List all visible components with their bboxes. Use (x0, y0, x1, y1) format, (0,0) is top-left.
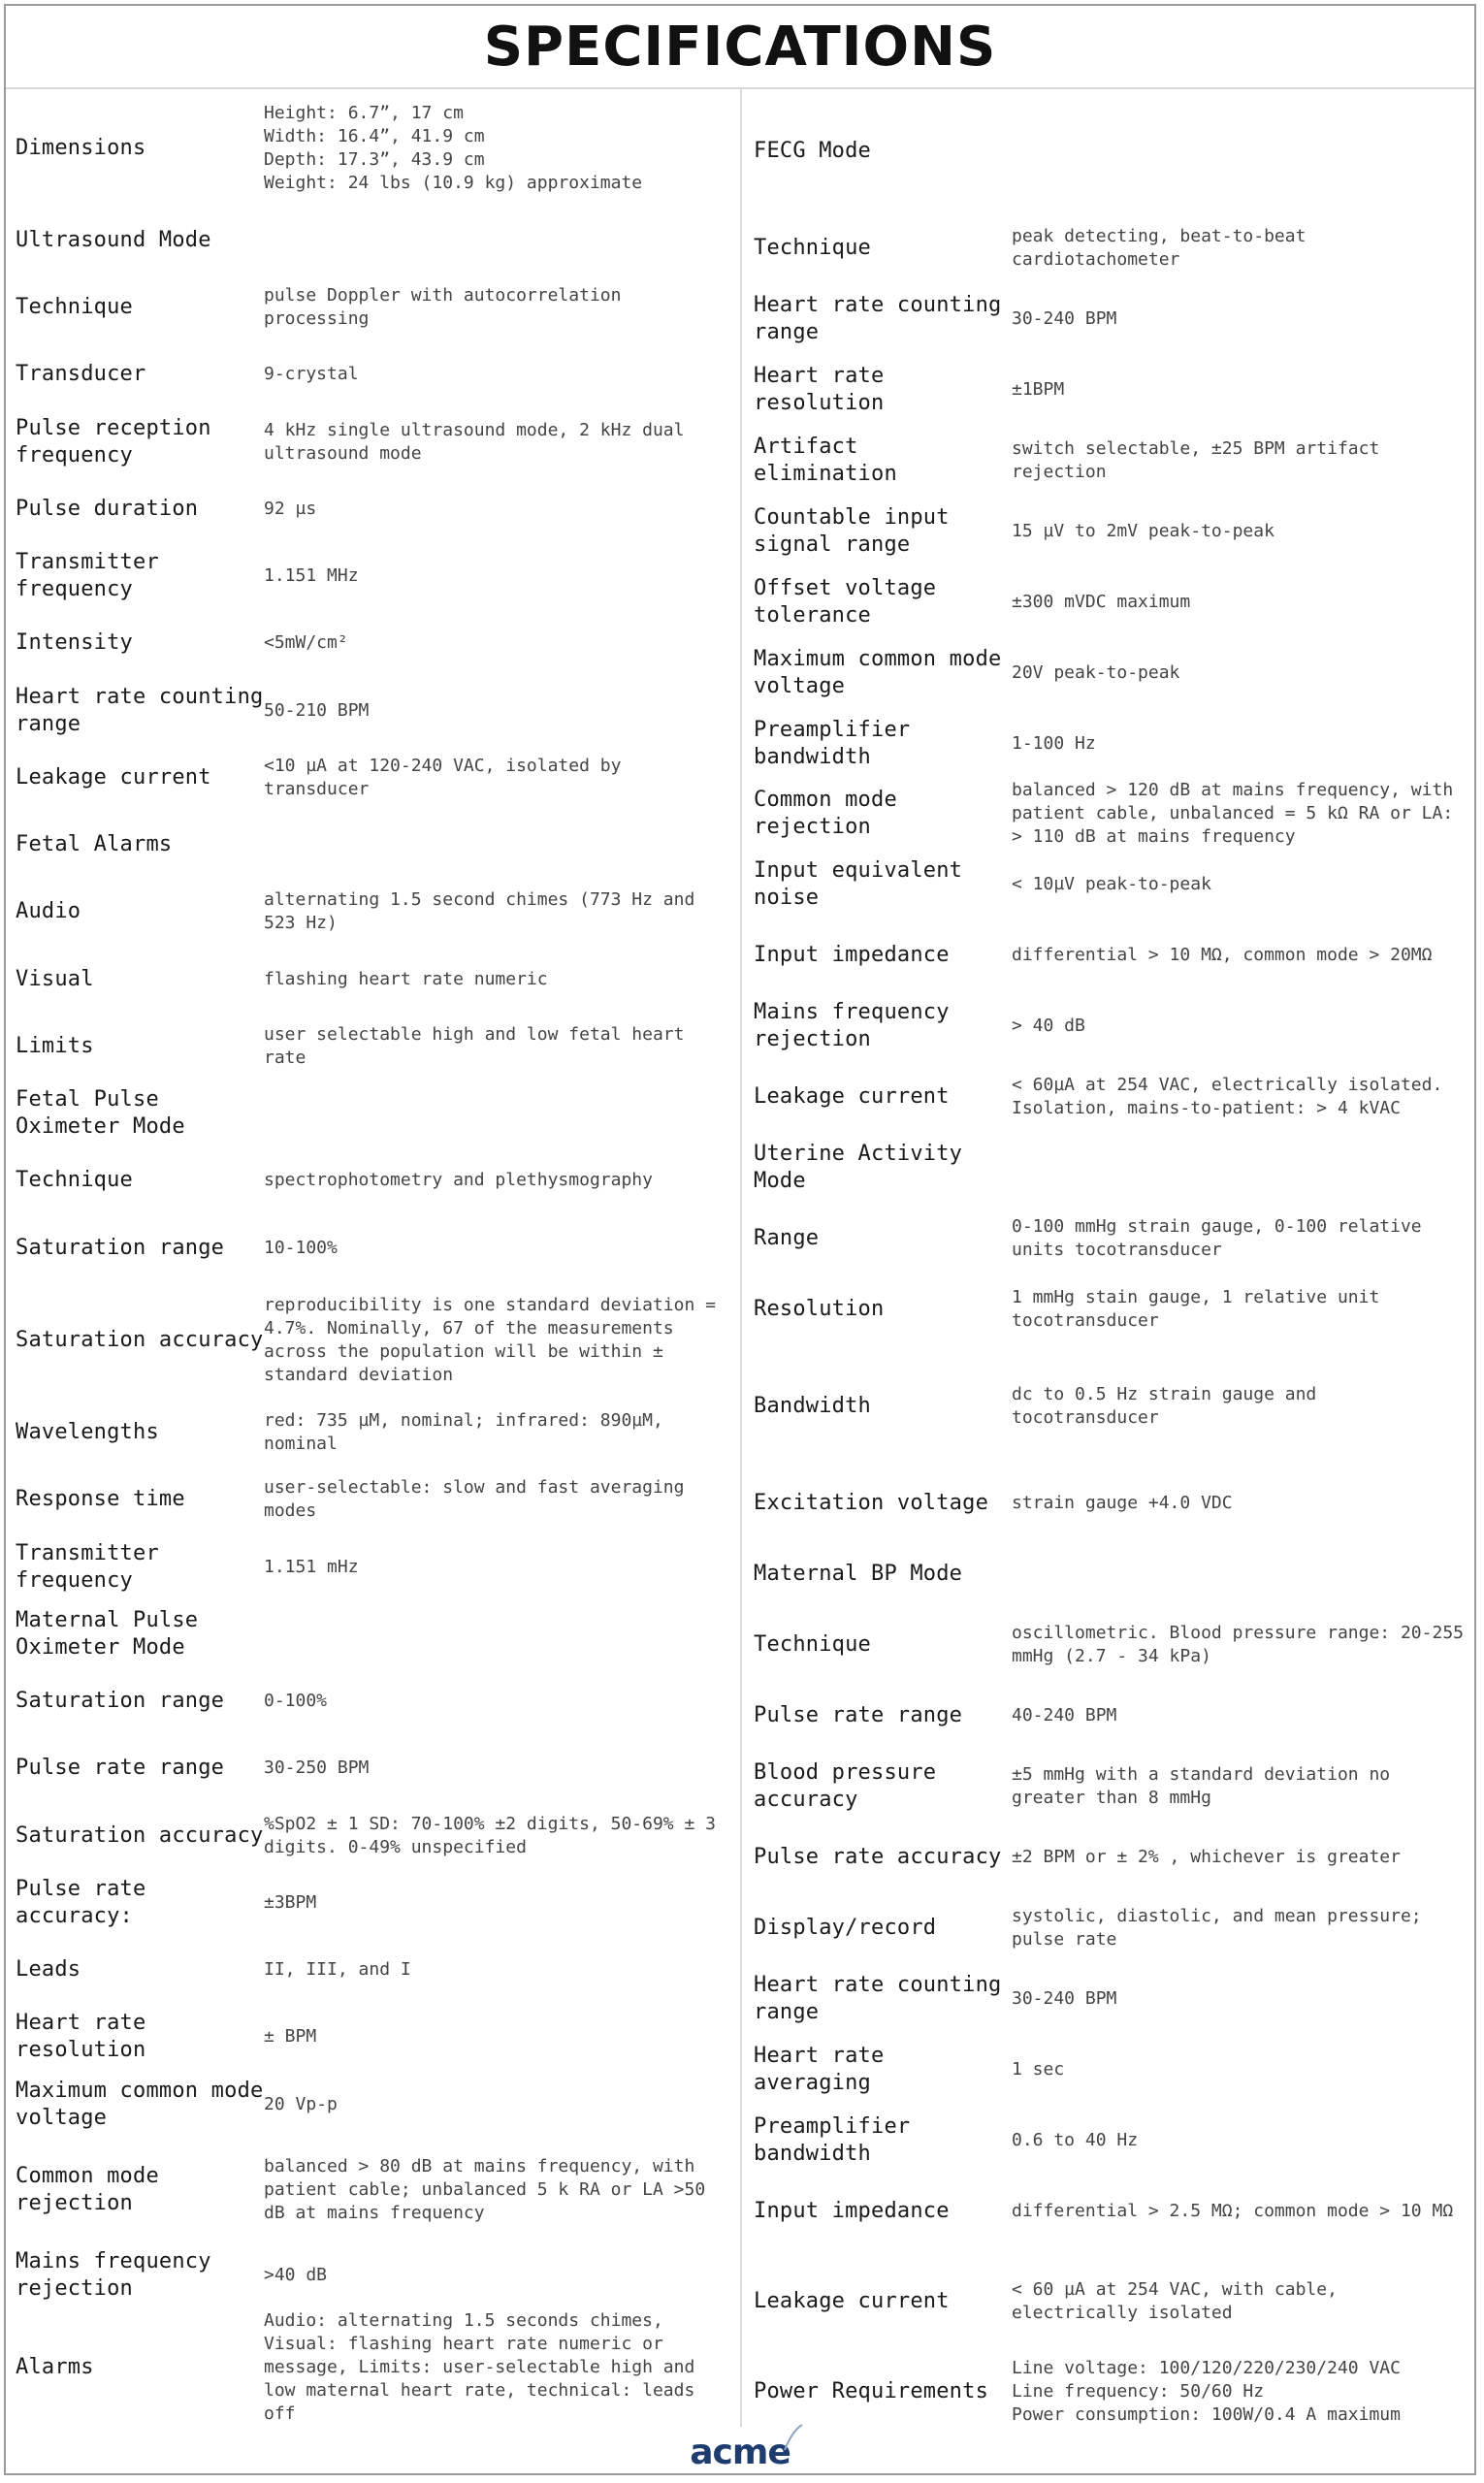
spec-row-resolution (742, 1274, 1474, 1344)
spec-label: Countable input signal range (754, 504, 950, 557)
spec-label: Mains frequency rejection (754, 1000, 950, 1052)
spec-label: Maternal BP Mode (754, 1562, 963, 1587)
left-spec-column (6, 89, 740, 2427)
spec-label: Bandwidth (754, 1394, 872, 1419)
spec-row-saturation-accuracy (6, 1802, 740, 1869)
spec-label: Mains frequency rejection (16, 2249, 211, 2302)
spec-row-response-time (6, 1467, 740, 1533)
spec-label: Heart rate resolution (16, 2011, 146, 2063)
spec-value: >40 dB (264, 2265, 328, 2286)
spec-row-common-mode-rejection (742, 779, 1474, 850)
spec-label: Offset voltage tolerance (754, 575, 937, 628)
spec-row-maximum-common-mode-voltage (6, 2071, 740, 2138)
spec-row-artifact-elimination (742, 425, 1474, 496)
spec-value: oscillometric. Blood pressure range: 20-255 mmHg (2.7 - 34 kPa) (1012, 1623, 1464, 1667)
spec-label: Alarms (16, 2355, 94, 2380)
spec-label: Pulse duration (16, 496, 199, 521)
spec-label: Common mode rejection (16, 2163, 159, 2215)
spec-value: ± BPM (264, 2026, 317, 2048)
spec-value: ±1BPM (1012, 378, 1065, 400)
spec-label: Heart rate resolution (754, 363, 885, 415)
spec-value: strain gauge +4.0 VDC (1012, 1493, 1233, 1514)
spec-label: Resolution (754, 1296, 885, 1321)
spec-value: Line voltage: 100/120/220/230/240 VAC Line frequency: 50/60 Hz Power consumption: 100W/0.4 A maximum (1012, 2357, 1401, 2425)
spec-label: Wavelengths (16, 1420, 159, 1444)
spec-sheet (4, 4, 1476, 2475)
spec-row-transmitter-frequency (6, 1533, 740, 1600)
spec-row-bandwidth (742, 1344, 1474, 1468)
spec-value: 10-100% (264, 1237, 338, 1258)
spec-value: Audio: alternating 1.5 seconds chimes, Visual: flashing heart rate numeric or message, Limits: user-selectable high and low maternal heart rate, technical: leads off (264, 2310, 695, 2425)
spec-label: Technique (16, 295, 134, 320)
spec-value: ±5 mmHg with a standard deviation no greater than 8 mmHg (1012, 1764, 1391, 1809)
spec-label: Common mode rejection (754, 788, 897, 840)
spec-value: red: 735 µM, nominal; infrared: 890µM, nominal (264, 1410, 663, 1454)
spec-value: 4 kHz single ultrasound mode, 2 kHz dual ultrasound mode (264, 419, 685, 464)
spec-row-heart-rate-counting-range (6, 677, 740, 744)
spec-label: Maximum common mode voltage (754, 646, 1002, 698)
spec-value: 0-100% (264, 1691, 328, 1711)
spec-value: pulse Doppler with autocorrelation processing (264, 285, 622, 330)
spec-label: Saturation accuracy (16, 1327, 264, 1352)
spec-row-technique (742, 213, 1474, 284)
spec-row-maximum-common-mode-voltage (742, 637, 1474, 708)
spec-row-blood-pressure-accuracy (742, 1752, 1474, 1822)
spec-row-power-requirements (742, 2356, 1474, 2427)
spec-label: Maximum common mode voltage (16, 2078, 264, 2130)
spec-row-technique (6, 274, 740, 340)
spec-value: < 10µV peak-to-peak (1012, 874, 1211, 895)
spec-row-ultrasound-mode (6, 207, 740, 274)
spec-row-fecg-mode (742, 89, 1474, 213)
spec-value: user-selectable: slow and fast averaging modes (264, 1477, 685, 1522)
spec-value: 15 µV to 2mV peak-to-peak (1012, 520, 1274, 541)
spec-label: Heart rate counting range (754, 292, 1002, 344)
spec-row-heart-rate-counting-range (742, 1963, 1474, 2034)
spec-label: Saturation range (16, 1689, 225, 1713)
spec-row-excitation-voltage (742, 1468, 1474, 1539)
spec-label: Technique (16, 1168, 134, 1193)
spec-row-pulse-rate-accuracy (6, 1869, 740, 1936)
spec-label: Leakage current (16, 764, 211, 790)
spec-row-fetal-alarms (6, 811, 740, 878)
spec-value: Height: 6.7”, 17 cm Width: 16.4”, 41.9 cm Depth: 17.3”, 43.9 cm Weight: 24 lbs (10.9 kg) approximate (264, 102, 643, 193)
spec-value: flashing heart rate numeric (264, 968, 548, 989)
spec-value: 50-210 BPM (264, 699, 370, 721)
spec-label: Blood pressure accuracy (754, 1760, 937, 1813)
spec-label: Visual (16, 966, 94, 991)
spec-row-pulse-reception-frequency (6, 408, 740, 475)
spec-row-maternal-pulse-oximeter-mode (6, 1600, 740, 1667)
spec-value: 30-240 BPM (1012, 1987, 1117, 2009)
spec-label: Transducer (16, 362, 146, 387)
spec-value: 1.151 mHz (264, 1556, 359, 1577)
spec-row-heart-rate-averaging (742, 2034, 1474, 2105)
spec-row-input-impedance (742, 2176, 1474, 2246)
spec-label: Heart rate averaging (754, 2043, 885, 2095)
spec-value: II, III, and I (264, 1959, 411, 1980)
spec-label: Transmitter frequency (16, 550, 159, 602)
spec-label: Uterine Activity Mode (754, 1142, 963, 1194)
spec-label: Input impedance (754, 2198, 950, 2223)
spec-value: ±300 mVDC maximum (1012, 591, 1191, 612)
spec-value: switch selectable, ±25 BPM artifact rejection (1012, 437, 1380, 482)
spec-value: 9-crystal (264, 364, 359, 385)
spec-label: Pulse rate accuracy: (16, 1876, 146, 1928)
spec-label: Pulse rate range (754, 1703, 963, 1728)
spec-row-pulse-rate-range (742, 1681, 1474, 1752)
spec-value: peak detecting, beat-to-beat cardiotachometer (1012, 226, 1307, 271)
spec-value: %SpO2 ± 1 SD: 70-100% ±2 digits, 50-69% ± 3 digits. 0-49% unspecified (264, 1813, 716, 1857)
spec-row-mains-frequency-rejection (6, 2241, 740, 2308)
spec-label: Pulse rate range (16, 1756, 225, 1781)
spec-value: 1 sec (1012, 2058, 1065, 2080)
spec-label: Saturation accuracy (16, 1822, 264, 1848)
spec-row-heart-rate-counting-range (742, 284, 1474, 355)
spec-row-pulse-rate-accuracy (742, 1822, 1474, 1893)
spec-value: <10 µA at 120-240 VAC, isolated by transducer (264, 755, 622, 799)
spec-value: alternating 1.5 second chimes (773 Hz and 523 Hz) (264, 889, 695, 934)
spec-row-pulse-duration (6, 475, 740, 542)
spec-row-audio (6, 879, 740, 946)
spec-row-input-equivalent-noise (742, 850, 1474, 920)
spec-value: reproducibility is one standard deviation = 4.7%. Nominally, 67 of the measurements across the population will be within ± standard deviation (264, 1294, 716, 1385)
spec-value: 40-240 BPM (1012, 1705, 1117, 1726)
spec-row-pulse-rate-range (6, 1735, 740, 1802)
spec-row-transducer (6, 341, 740, 408)
logo-swoosh-icon (783, 2423, 804, 2452)
spec-label: FECG Mode (754, 138, 872, 163)
spec-value: systolic, diastolic, and mean pressure; pulse rate (1012, 1905, 1422, 1950)
spec-value: 20 Vp-p (264, 2093, 338, 2114)
spec-label: Pulse reception frequency (16, 415, 211, 468)
spec-row-common-mode-rejection (6, 2138, 740, 2241)
title-bar (6, 6, 1474, 89)
spec-value: differential > 2.5 MΩ; common mode > 10 MΩ (1012, 2200, 1454, 2221)
spec-row-display-record (742, 1893, 1474, 1964)
page-title: SPECIFICATIONS (483, 15, 997, 79)
spec-row-dimensions (6, 89, 740, 207)
right-spec-column (742, 89, 1474, 2427)
spec-row-maternal-bp-mode (742, 1539, 1474, 1610)
spec-value: ±3BPM (264, 1891, 317, 1913)
spec-label: Technique (754, 236, 872, 261)
spec-value: 30-250 BPM (264, 1757, 370, 1779)
spec-label: Leakage current (754, 2288, 950, 2313)
spec-row-heart-rate-resolution (742, 354, 1474, 425)
spec-label: Input equivalent noise (754, 858, 963, 911)
spec-row-intensity (6, 610, 740, 677)
spec-value: 1 mmHg stain gauge, 1 relative unit tocotransducer (1012, 1286, 1380, 1331)
spec-label: Audio (16, 899, 81, 924)
spec-row-limits (6, 1013, 740, 1080)
spec-row-saturation-accuracy (6, 1281, 740, 1399)
spec-value: spectrophotometry and plethysmography (264, 1170, 653, 1191)
spec-label: Intensity (16, 630, 134, 656)
spec-row-mains-frequency-rejection (742, 991, 1474, 1062)
spec-row-leakage-current (6, 744, 740, 811)
spec-value: 1-100 Hz (1012, 732, 1096, 754)
spec-row-saturation-range (6, 1214, 740, 1281)
spec-label: Saturation range (16, 1235, 225, 1260)
spec-label: Artifact elimination (754, 434, 897, 486)
spec-label: Heart rate counting range (754, 1972, 1002, 2024)
spec-value: balanced > 80 dB at mains frequency, with patient cable; unbalanced 5 k RA or LA >50 dB at mains frequency (264, 2155, 706, 2223)
spec-row-input-impedance (742, 920, 1474, 991)
spec-label: Maternal Pulse Oximeter Mode (16, 1607, 199, 1660)
spec-row-wavelengths (6, 1399, 740, 1466)
spec-row-transmitter-frequency (6, 542, 740, 609)
spec-value: user selectable high and low fetal heart rate (264, 1023, 685, 1068)
spec-label: Fetal Alarms (16, 832, 173, 857)
spec-label: Fetal Pulse Oximeter Mode (16, 1087, 185, 1140)
spec-label: Response time (16, 1487, 185, 1512)
spec-row-leakage-current (742, 1062, 1474, 1133)
spec-row-alarms (6, 2309, 740, 2427)
spec-value: dc to 0.5 Hz strain gauge and tocotransducer (1012, 1384, 1317, 1429)
spec-row-technique (742, 1610, 1474, 1681)
spec-label: Technique (754, 1632, 872, 1658)
spec-label: Ultrasound Mode (16, 227, 211, 252)
spec-row-uterine-activity-mode (742, 1133, 1474, 1204)
spec-value: differential > 10 MΩ, common mode > 20MΩ (1012, 945, 1433, 966)
spec-value: 1.151 MHz (264, 565, 359, 587)
spec-value: 20V peak-to-peak (1012, 661, 1180, 683)
spec-value: 0-100 mmHg strain gauge, 0-100 relative units tocotransducer (1012, 1215, 1422, 1260)
spec-label: Power Requirements (754, 2378, 989, 2403)
spec-value: 92 µs (264, 498, 317, 519)
spec-value: ±2 BPM or ± 2% , whichever is greater (1012, 1847, 1401, 1868)
spec-value: 0.6 to 40 Hz (1012, 2129, 1139, 2150)
spec-label: Leakage current (754, 1084, 950, 1110)
spec-row-fetal-pulse-oximeter-mode (6, 1080, 740, 1146)
spec-label: Heart rate counting range (16, 684, 264, 736)
spec-row-saturation-range (6, 1667, 740, 1734)
spec-label: Range (754, 1225, 820, 1250)
spec-row-offset-voltage-tolerance (742, 566, 1474, 637)
spec-label: Input impedance (754, 943, 950, 968)
spec-value: > 40 dB (1012, 1016, 1085, 1037)
spec-value: <5mW/cm² (264, 632, 348, 654)
spec-row-range (742, 1204, 1474, 1274)
footer (6, 2429, 1474, 2475)
spec-row-preamplifier-bandwidth (742, 2105, 1474, 2176)
spec-row-preamplifier-bandwidth (742, 708, 1474, 779)
spec-row-countable-input-signal-range (742, 496, 1474, 566)
spec-value: < 60µA at 254 VAC, electrically isolated. Isolation, mains-to-patient: > 4 kVAC (1012, 1075, 1443, 1119)
spec-label: Leads (16, 1957, 81, 1982)
spec-label: Display/record (754, 1915, 937, 1940)
spec-value: < 60 µA at 254 VAC, with cable, electrically isolated (1012, 2278, 1338, 2323)
spec-label: Dimensions (16, 135, 146, 160)
spec-label: Excitation voltage (754, 1491, 989, 1516)
spec-row-technique (6, 1147, 740, 1214)
spec-row-leads (6, 1936, 740, 2003)
spec-value: 30-240 BPM (1012, 307, 1117, 329)
spec-row-heart-rate-resolution (6, 2004, 740, 2071)
spec-value: balanced > 120 dB at mains frequency, with patient cable, unbalanced = 5 kΩ RA or LA: > 110 dB at mains frequency (1012, 780, 1454, 848)
spec-label: Preamplifier bandwidth (754, 717, 911, 769)
spec-label: Limits (16, 1033, 94, 1058)
logo-text: acme (690, 2432, 790, 2472)
spec-row-visual (6, 946, 740, 1013)
spec-label: Preamplifier bandwidth (754, 2113, 911, 2166)
brand-logo (690, 2433, 790, 2472)
spec-row-leakage-current (742, 2246, 1474, 2356)
spec-label: Pulse rate accuracy (754, 1845, 1002, 1870)
spec-label: Transmitter frequency (16, 1540, 159, 1593)
